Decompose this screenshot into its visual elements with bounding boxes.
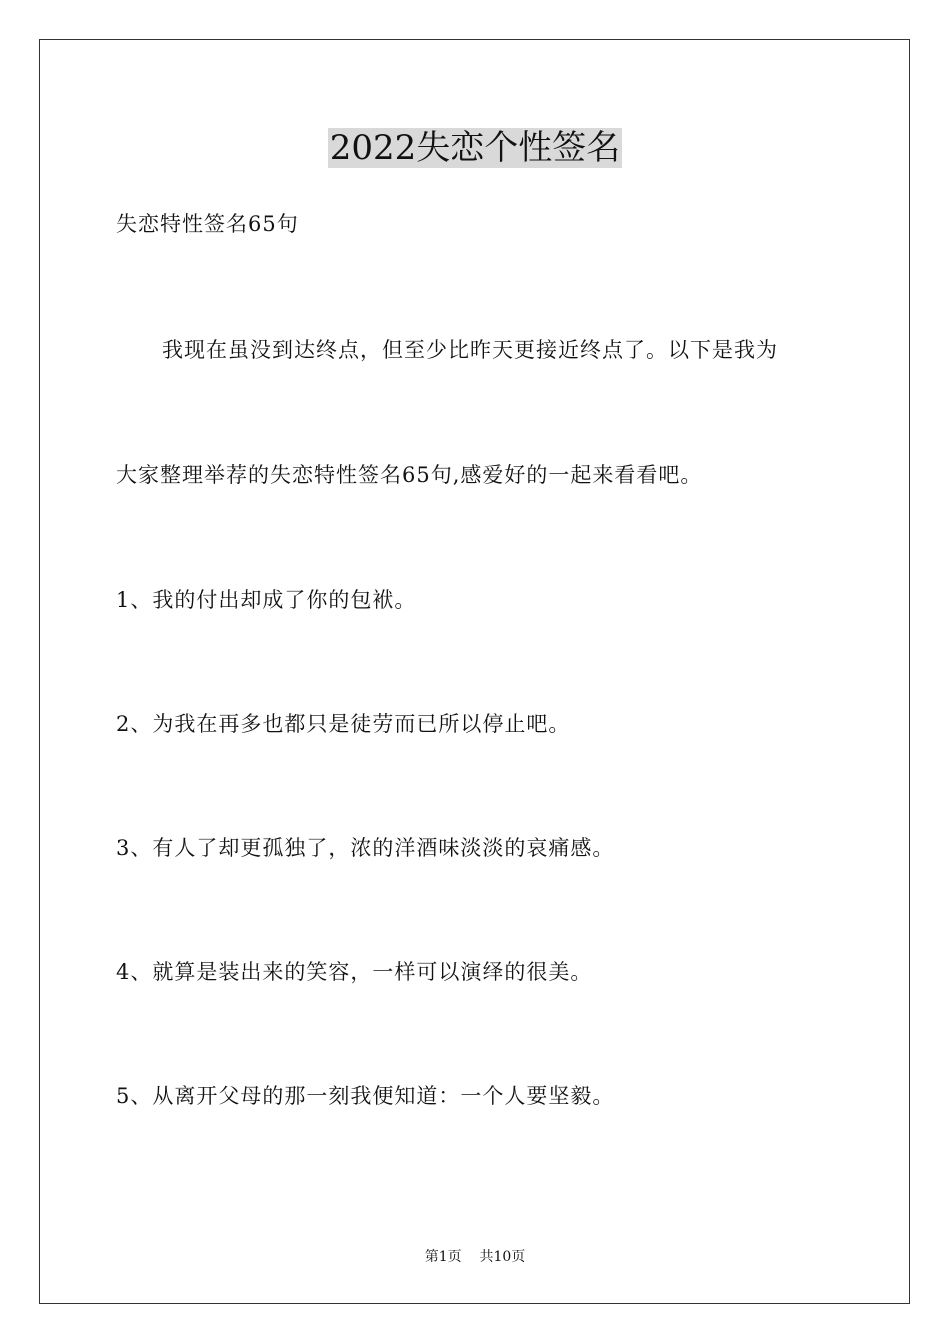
list-item-2: 2、为我在再多也都只是徒劳而已所以停止吧。 <box>116 712 571 736</box>
document-title <box>0 126 950 170</box>
list-item-3: 3、有人了却更孤独了，浓的洋酒味淡淡的哀痛感。 <box>116 836 615 860</box>
page-number-footer <box>0 1247 950 1267</box>
page-number-text: 第1页 共10页 <box>424 1249 526 1265</box>
list-item-5: 5、从离开父母的那一刻我便知道：一个人要坚毅。 <box>116 1084 615 1108</box>
document-subtitle: 失恋特性签名65句 <box>116 212 299 236</box>
list-item-4: 4、就算是装出来的笑容，一样可以演绎的很美。 <box>116 960 593 984</box>
intro-paragraph-line-1: 我现在虽没到达终点，但至少比昨天更接近终点了。以下是我为 <box>162 338 778 362</box>
document-title-text: 2022失恋个性签名 <box>329 128 621 168</box>
list-item-1: 1、我的付出却成了你的包袱。 <box>116 588 417 612</box>
intro-paragraph-line-2: 大家整理举荐的失恋特性签名65句,感爱好的一起来看看吧。 <box>116 463 703 487</box>
